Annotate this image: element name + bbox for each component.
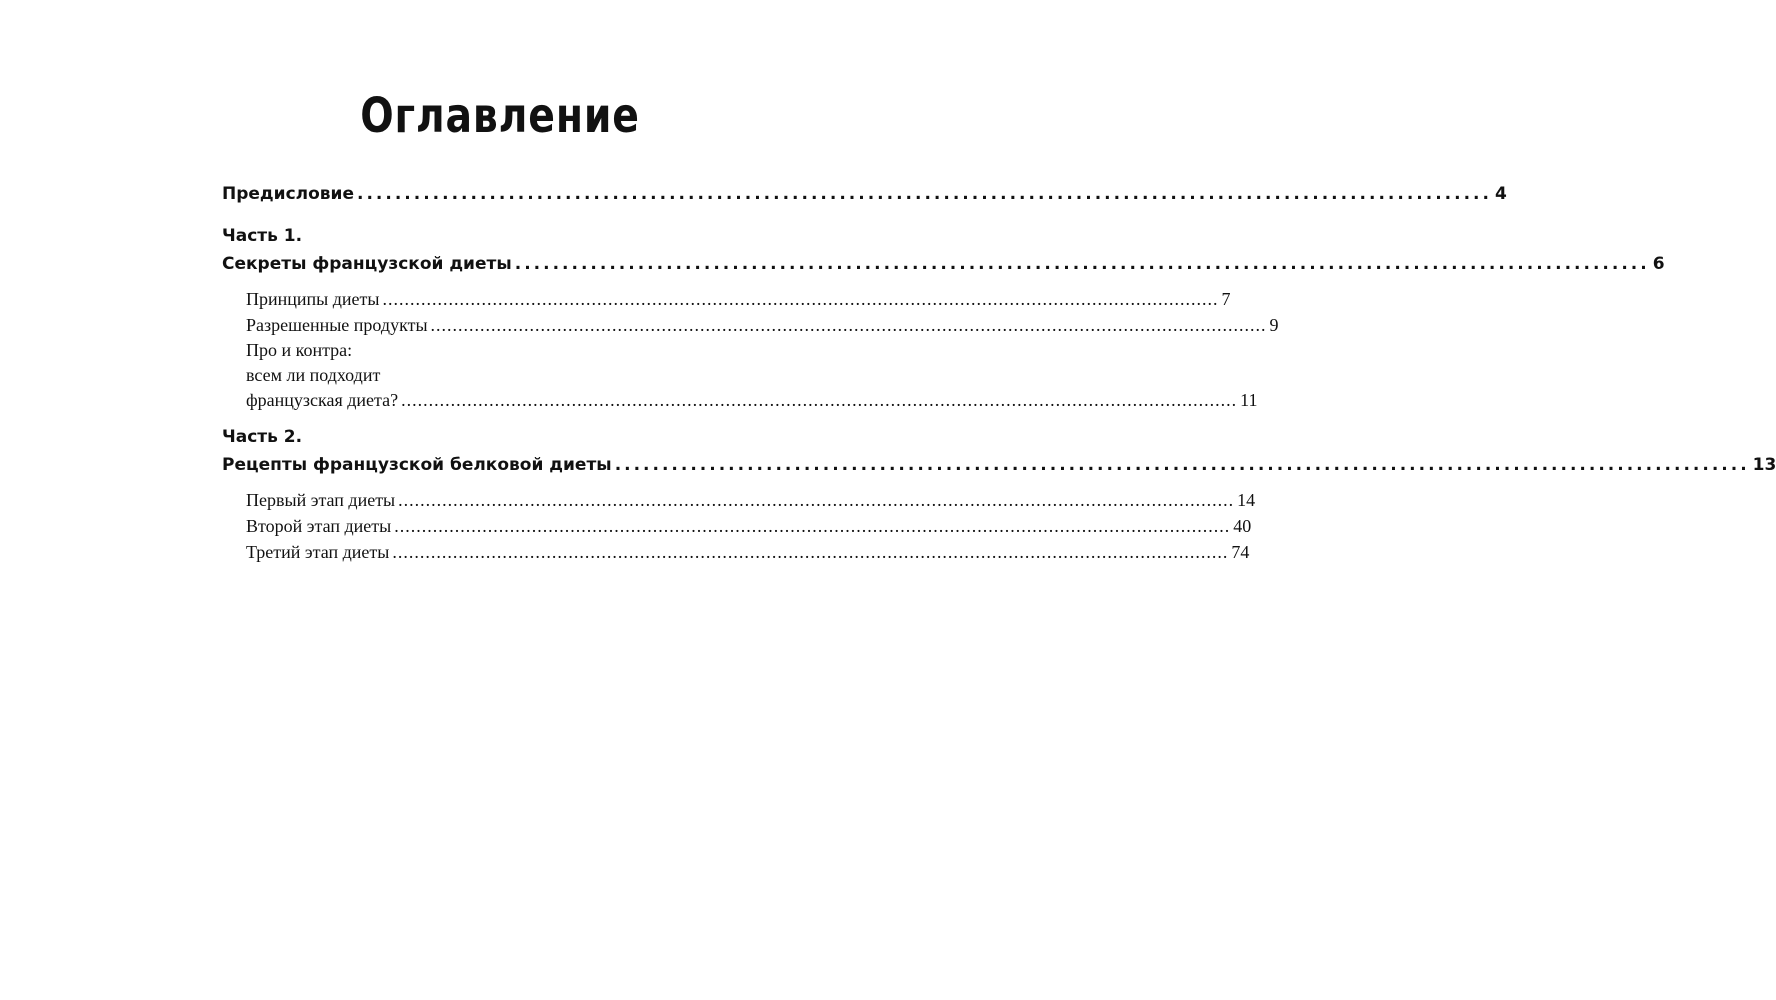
dot-leader: ........................................................................................................................ xyxy=(614,455,1750,475)
toc-page-number: 14 xyxy=(1237,490,1256,510)
part-1-heading: Часть 1. xyxy=(222,226,303,246)
toc-subentry-last-line xyxy=(246,388,1258,413)
dot-leader: ........................................................................................................................................................ xyxy=(430,315,1267,335)
toc-page-number: 7 xyxy=(1221,289,1231,309)
toc-subentry-label: Второй этап диеты xyxy=(246,516,392,536)
toc-subentry-label-line: всем ли подходит xyxy=(246,365,381,385)
toc-subentry xyxy=(222,487,1256,513)
toc-page-number: 11 xyxy=(1240,390,1258,410)
toc-page-number: 6 xyxy=(1652,254,1665,274)
dot-leader: ........................................................................................................................................................ xyxy=(382,289,1219,309)
toc-entry-label: Секреты французской диеты xyxy=(222,254,512,274)
toc-subentry-label: Третий этап диеты xyxy=(246,542,390,562)
toc-subentry-label: Разрешенные продукты xyxy=(246,315,428,335)
toc-subentry-multiline xyxy=(222,338,1258,413)
toc-subentry xyxy=(222,312,1279,338)
toc-page-number: 40 xyxy=(1233,516,1252,536)
toc-subentry-label-line: Про и контра: xyxy=(246,340,353,360)
toc-page-number: 74 xyxy=(1231,542,1250,562)
toc-entry-part-1 xyxy=(222,250,1665,278)
toc-entry-preface xyxy=(222,180,1507,208)
toc-entry-part-2 xyxy=(222,451,1776,479)
toc-entry-label: Предисловие xyxy=(222,184,354,204)
dot-leader: ........................................................................................................................................................ xyxy=(401,390,1238,410)
toc-page-number: 13 xyxy=(1752,455,1776,475)
toc-subentry-label-line: французская диета? xyxy=(246,390,399,410)
toc-subentry xyxy=(222,539,1250,565)
table-of-contents xyxy=(222,180,1776,565)
dot-leader: ........................................................................................................................................................ xyxy=(392,542,1229,562)
toc-subentry xyxy=(222,286,1231,312)
toc-subentry-label: Принципы диеты xyxy=(246,289,380,309)
toc-subentry-label: Первый этап диеты xyxy=(246,490,396,510)
dot-leader: ........................................................................................................................ xyxy=(514,254,1650,274)
toc-subentry xyxy=(222,513,1252,539)
dot-leader: ........................................................................................................................................................ xyxy=(398,490,1235,510)
toc-page-number: 9 xyxy=(1269,315,1279,335)
dot-leader: ........................................................................................................................ xyxy=(356,184,1492,204)
toc-page-number: 4 xyxy=(1494,184,1507,204)
part-2-heading: Часть 2. xyxy=(222,427,303,447)
page-title: Оглавление xyxy=(360,88,640,144)
dot-leader: ........................................................................................................................................................ xyxy=(394,516,1231,536)
toc-entry-label: Рецепты французской белковой диеты xyxy=(222,455,612,475)
